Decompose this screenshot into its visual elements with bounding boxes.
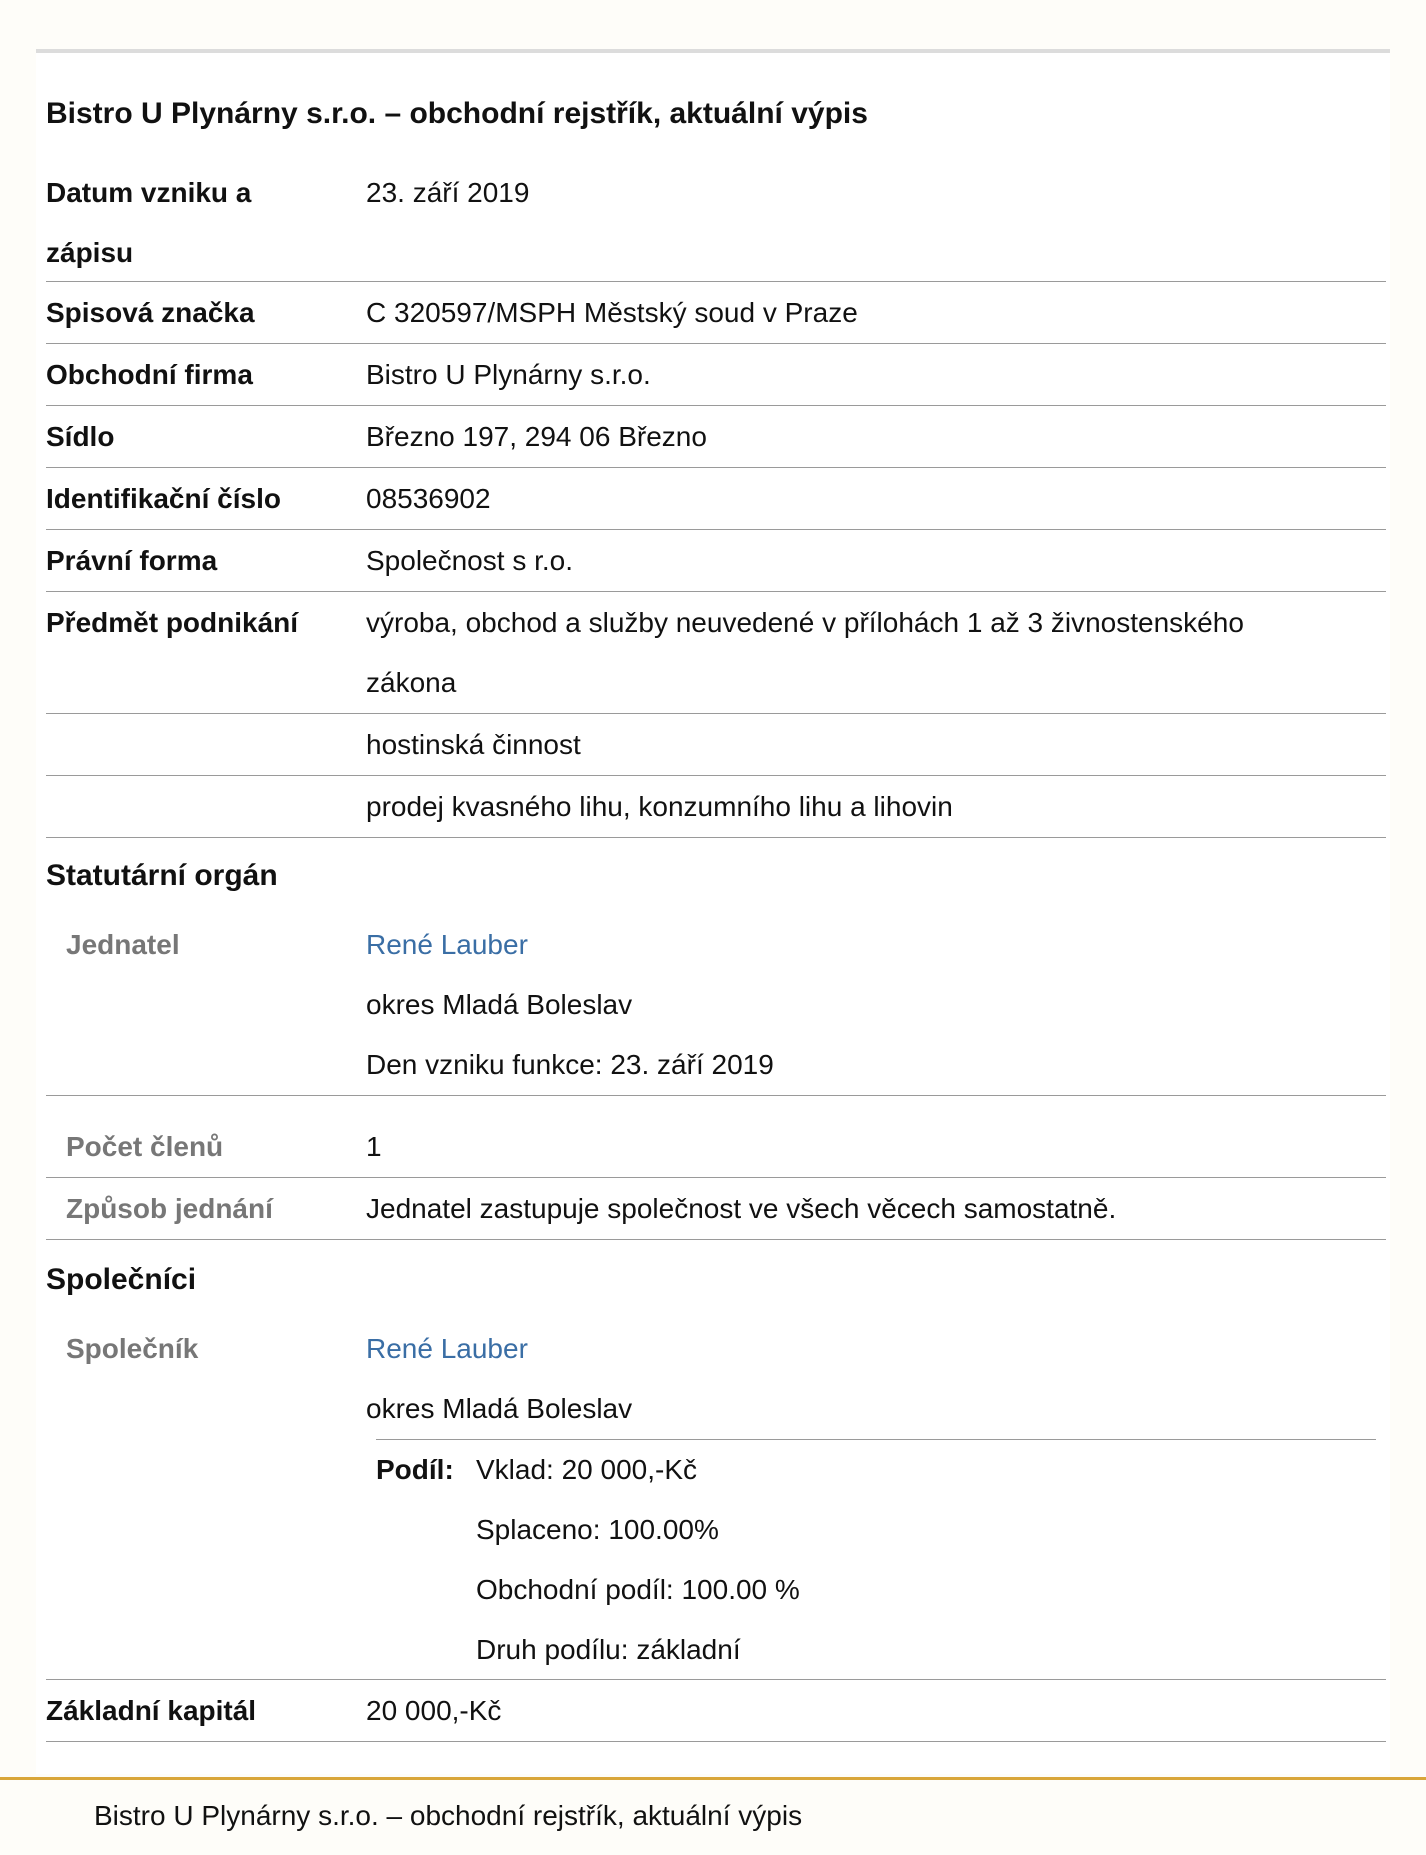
row-label: Identifikační číslo — [46, 483, 281, 514]
row-value — [366, 915, 1376, 1095]
row-obchodni-firma — [46, 345, 1386, 406]
row-zakladni-kapital — [46, 1681, 1386, 1742]
row-spolecnik — [46, 1319, 1386, 1680]
row-zpusob-jednani — [46, 1179, 1386, 1240]
row-value: 08536902 — [366, 483, 491, 514]
row-label: Obchodní firma — [46, 359, 253, 390]
section-heading-statutarni-organ: Statutární orgán — [46, 859, 278, 892]
share-line: Splaceno: 100.00% — [476, 1514, 719, 1545]
row-predmet-item — [46, 777, 1386, 838]
label-line: Datum vzniku a — [46, 177, 252, 208]
row-value: 23. září 2019 — [366, 177, 530, 208]
register-extract-card — [36, 49, 1390, 1774]
share-values — [476, 1440, 800, 1680]
row-value: Jednatel zastupuje společnost ve všech věcech samostatně. — [366, 1193, 1117, 1224]
activity-line: výroba, obchod a služby neuvedené v přílohách 1 až 3 živnostenského — [366, 607, 1244, 638]
row-value: Společnost s r.o. — [366, 545, 574, 576]
row-value: 1 — [366, 1131, 382, 1162]
row-predmet-podnikani — [46, 593, 1386, 714]
row-datum-vzniku — [46, 163, 1386, 282]
label-line: zápisu — [46, 237, 134, 268]
row-value: C 320597/MSPH Městský soud v Praze — [366, 297, 858, 328]
row-value: Bistro U Plynárny s.r.o. — [366, 359, 651, 390]
person-link-spolecnik[interactable]: René Lauber — [366, 1333, 528, 1364]
row-value: 20 000,-Kč — [366, 1695, 502, 1726]
row-value — [366, 1319, 1376, 1439]
person-district: okres Mladá Boleslav — [366, 1393, 633, 1424]
section-heading-spolecnici: Společníci — [46, 1263, 197, 1296]
page-title: Bistro U Plynárny s.r.o. – obchodní rejstřík, aktuální výpis — [46, 97, 868, 130]
person-link-jednatel[interactable]: René Lauber — [366, 929, 528, 960]
footer — [0, 1777, 1426, 1855]
row-label: Základní kapitál — [46, 1695, 257, 1726]
share-line: Vklad: 20 000,-Kč — [476, 1454, 698, 1485]
row-label: Předmět podnikání — [46, 607, 299, 638]
row-spisova-znacka — [46, 283, 1386, 344]
row-pravni-forma — [46, 531, 1386, 592]
row-value: hostinská činnost — [366, 729, 581, 760]
footer-title: Bistro U Plynárny s.r.o. – obchodní rejstřík, aktuální výpis — [94, 1800, 803, 1831]
row-label: Společník — [66, 1333, 199, 1364]
function-start: Den vzniku funkce: 23. září 2019 — [366, 1049, 774, 1080]
row-label: Počet členů — [66, 1131, 224, 1162]
row-value: prodej kvasného lihu, konzumního lihu a lihovin — [366, 791, 953, 822]
share-line: Obchodní podíl: 100.00 % — [476, 1574, 800, 1605]
row-value — [366, 593, 1376, 713]
activity-line: zákona — [366, 667, 457, 698]
share-block — [376, 1439, 1376, 1680]
row-label: Právní forma — [46, 545, 218, 576]
row-label: Spisová značka — [46, 297, 255, 328]
row-value: Březno 197, 294 06 Březno — [366, 421, 707, 452]
share-line: Druh podílu: základní — [476, 1634, 741, 1665]
row-predmet-item — [46, 715, 1386, 776]
row-label: Sídlo — [46, 421, 115, 452]
row-label: Jednatel — [66, 929, 180, 960]
row-pocet-clenu — [46, 1117, 1386, 1178]
row-label: Způsob jednání — [66, 1193, 273, 1224]
person-district: okres Mladá Boleslav — [366, 989, 633, 1020]
row-label — [46, 163, 356, 283]
row-identifikacni-cislo — [46, 469, 1386, 530]
row-sidlo — [46, 407, 1386, 468]
row-jednatel — [46, 915, 1386, 1096]
share-label: Podíl: — [376, 1454, 454, 1485]
